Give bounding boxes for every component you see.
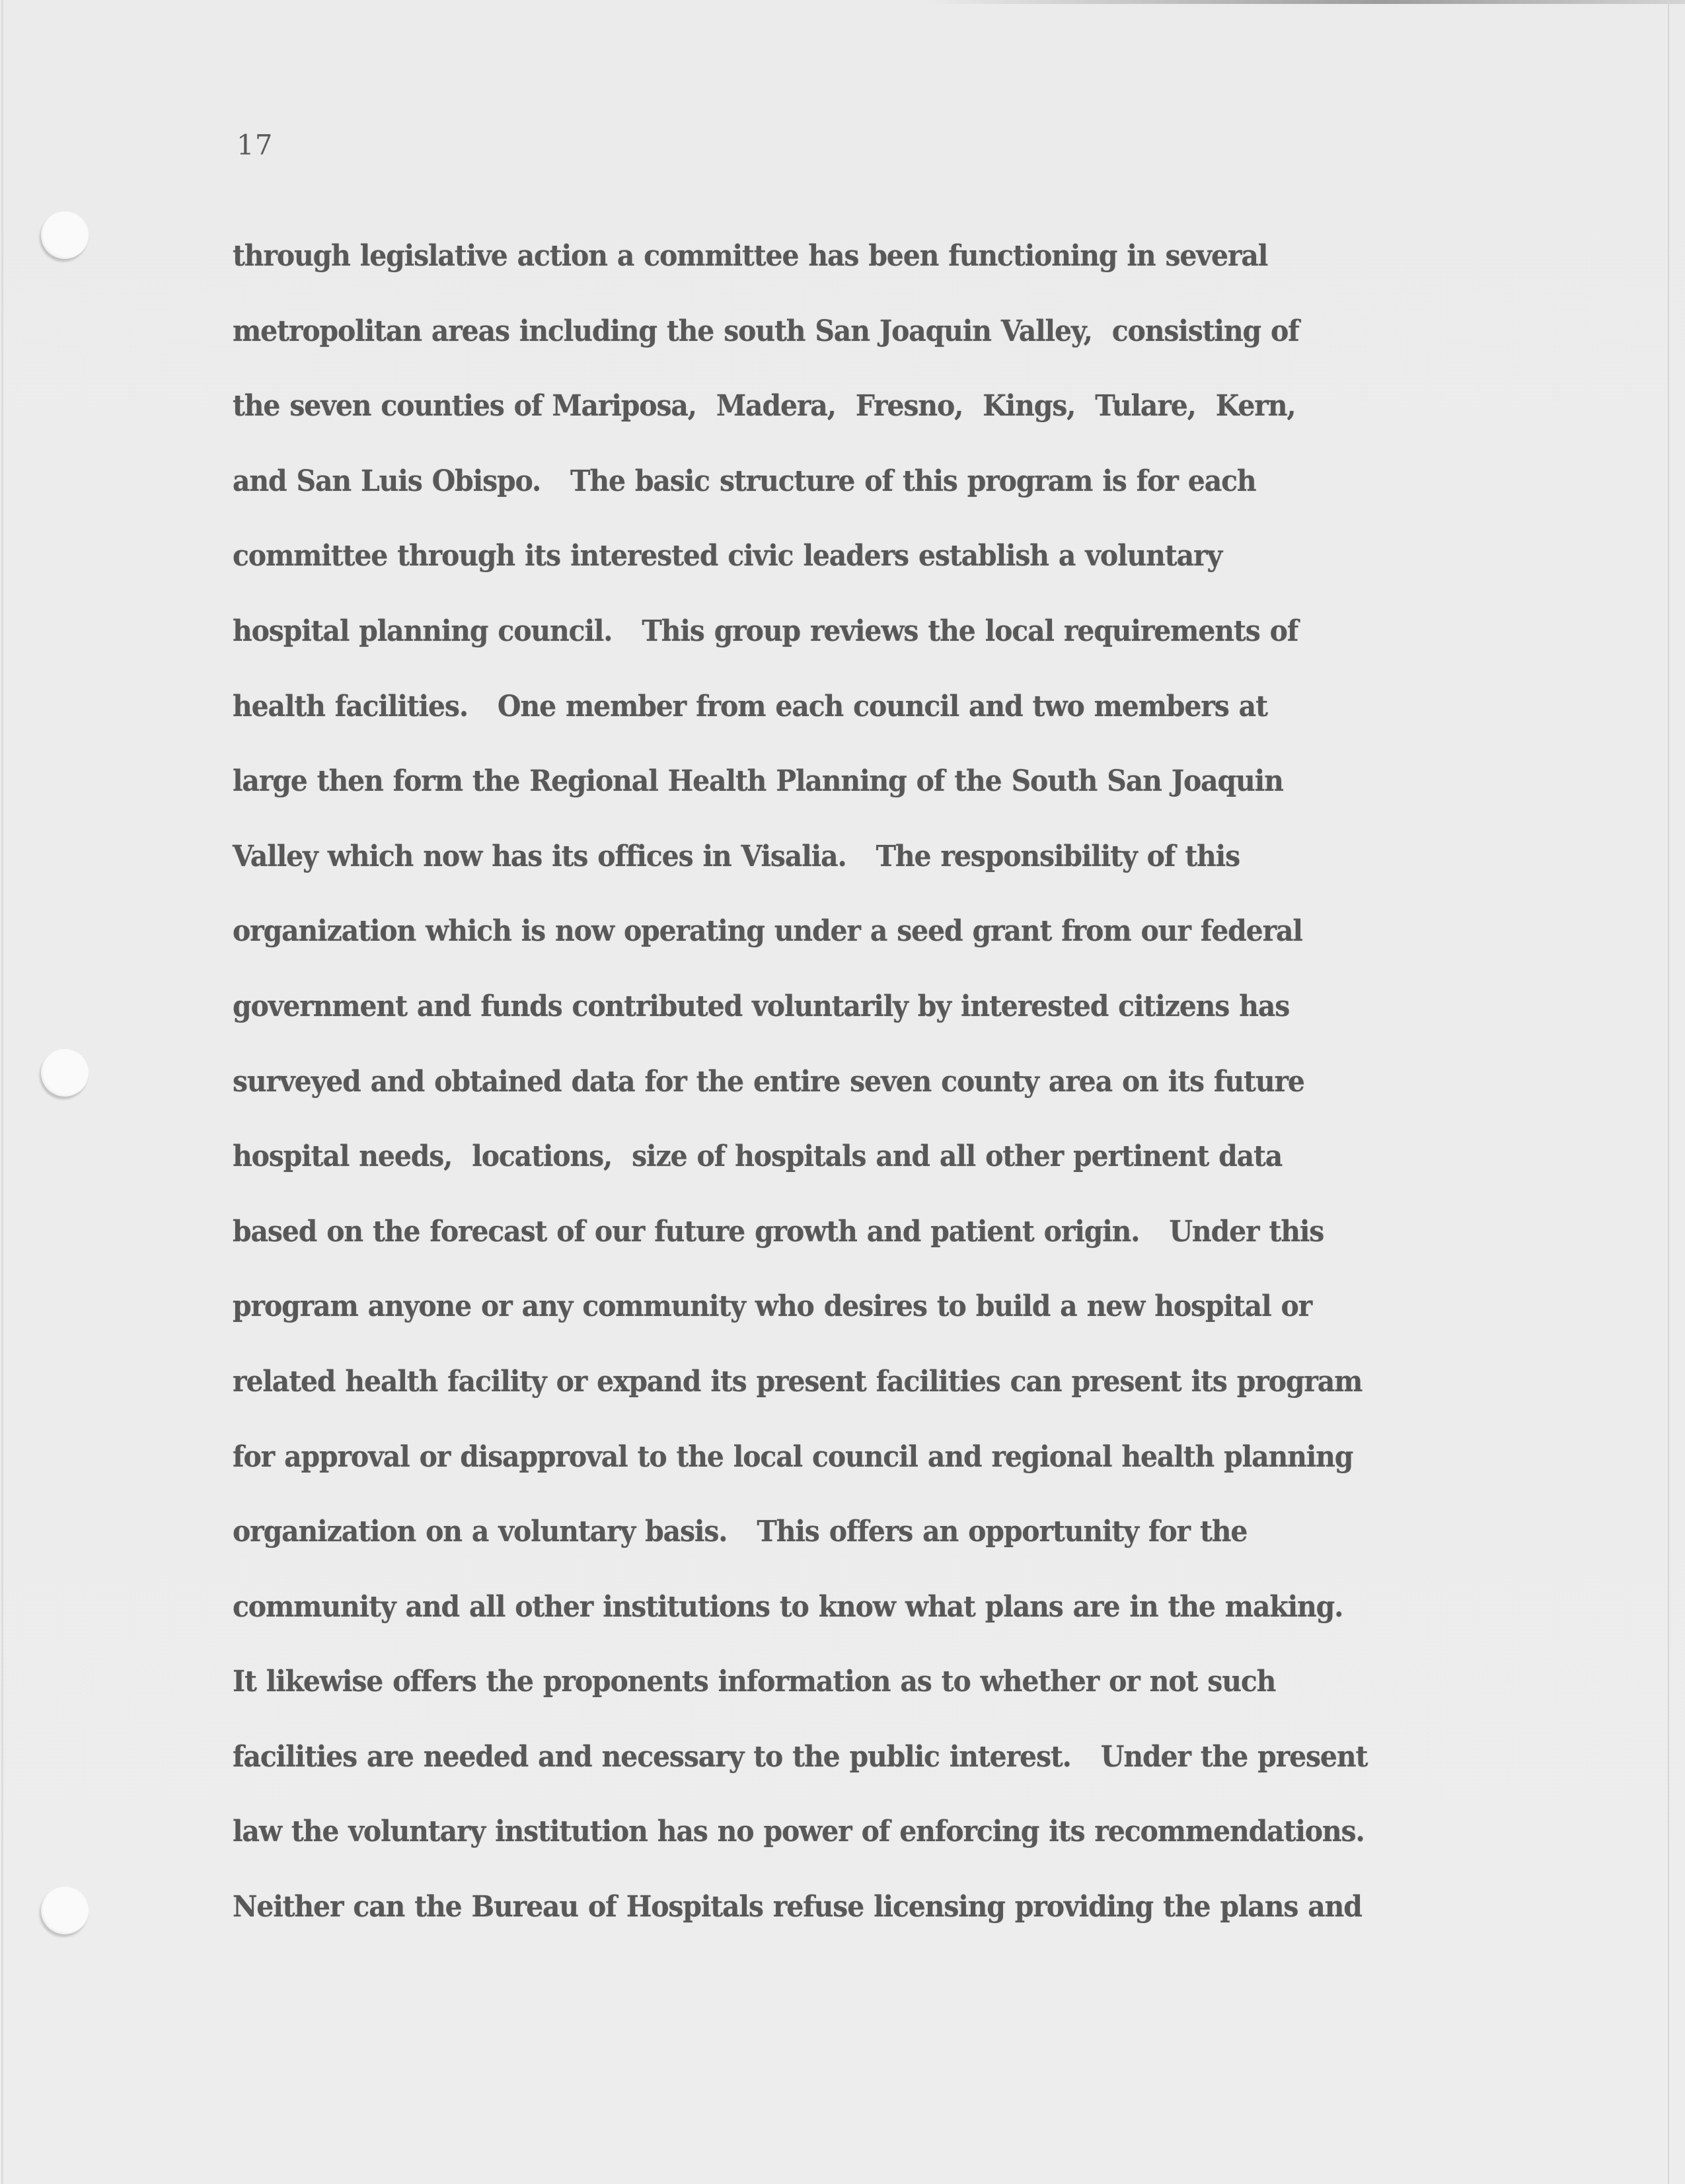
page-right-edge [1668, 0, 1669, 2184]
binder-hole-icon [41, 211, 89, 259]
text-line: organization which is now operating under a seed grant from our federal [233, 914, 1302, 949]
text-line: related health facility or expand its present facilities can present its program [233, 1364, 1363, 1399]
text-line: health facilities. One member from each council and two members at [233, 689, 1267, 723]
text-line: hospital planning council. This group reviews the local requirements of [233, 614, 1298, 648]
page-number: 17 [237, 129, 274, 161]
text-line: based on the forecast of our future growth and patient origin. Under this [233, 1214, 1324, 1249]
text-line: Neither can the Bureau of Hospitals refuse licensing providing the plans and [233, 1890, 1362, 1924]
text-line: community and all other institutions to know what plans are in the making. [233, 1589, 1343, 1624]
text-line: government and funds contributed voluntarily by interested citizens has [233, 989, 1290, 1023]
text-line: surveyed and obtained data for the entire seven county area on its future [233, 1064, 1304, 1099]
text-line: hospital needs, locations, size of hospitals and all other pertinent data [233, 1140, 1283, 1174]
text-line: for approval or disapproval to the local council and regional health planning [233, 1439, 1353, 1474]
text-line: It likewise offers the proponents information as to whether or not such [233, 1665, 1276, 1699]
text-line: the seven counties of Mariposa, Madera, Fresno, Kings, Tulare, Kern, [233, 389, 1296, 423]
page-left-edge [1, 0, 3, 2184]
text-line: facilities are needed and necessary to the public interest. Under the present [233, 1739, 1368, 1774]
text-line: through legislative action a committee has been functioning in several [233, 239, 1268, 273]
binder-hole-icon [41, 1887, 89, 1934]
text-line: program anyone or any community who desires to build a new hospital or [233, 1290, 1312, 1324]
scan-edge-shadow [925, 0, 1685, 4]
text-line: and San Luis Obispo. The basic structure of this program is for each [233, 464, 1256, 498]
body-paragraph [233, 239, 1554, 1965]
text-line: large then form the Regional Health Planning of the South San Joaquin [233, 764, 1283, 799]
text-line: metropolitan areas including the south San Joaquin Valley, consisting of [233, 314, 1299, 348]
text-line: organization on a voluntary basis. This offers an opportunity for the [233, 1515, 1248, 1549]
text-line: Valley which now has its offices in Visalia. The responsibility of this [233, 839, 1240, 873]
text-line: law the voluntary institution has no power of enforcing its recommendations. [233, 1815, 1365, 1849]
binder-hole-icon [41, 1049, 89, 1097]
text-line: committee through its interested civic leaders establish a voluntary [233, 539, 1222, 573]
